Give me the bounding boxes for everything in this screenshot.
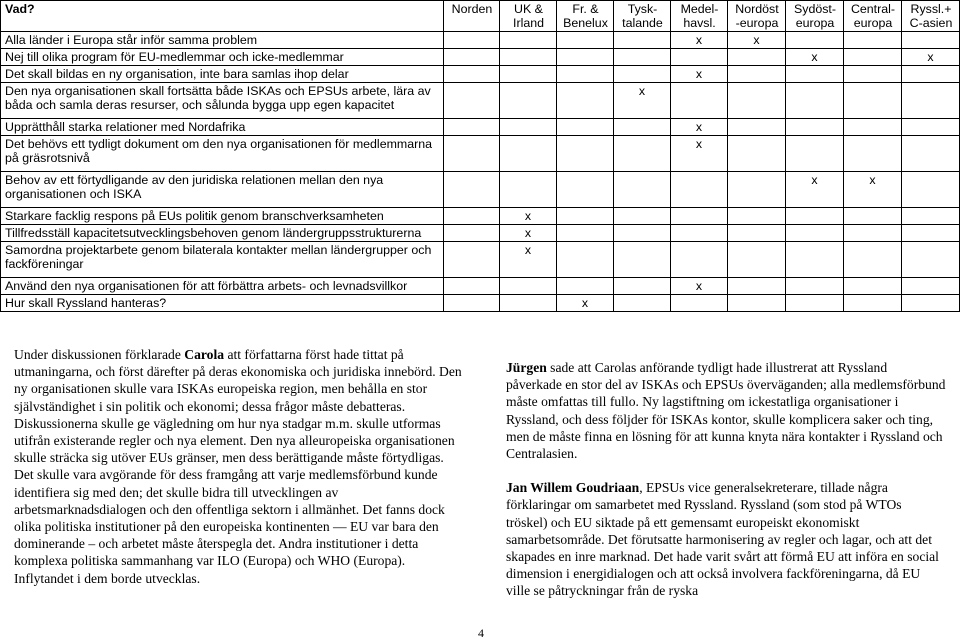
mark-cell xyxy=(557,83,614,119)
mark-cell xyxy=(902,172,960,208)
jurgen-paragraph xyxy=(506,359,946,462)
mark-cell xyxy=(557,278,614,295)
mark-cell xyxy=(844,242,902,278)
mark-cell: x xyxy=(557,295,614,312)
mark-cell xyxy=(614,136,671,172)
mark-cell xyxy=(786,208,844,225)
header-uk-irland: UK & Irland xyxy=(500,1,557,32)
mark-cell xyxy=(500,66,557,83)
goudriaan-paragraph xyxy=(506,479,946,599)
mark-cell: x xyxy=(500,242,557,278)
mark-cell xyxy=(844,119,902,136)
mark-cell xyxy=(444,66,500,83)
right-text-column xyxy=(506,359,946,617)
header-medelhavsl: Medel-havsl. xyxy=(671,1,728,32)
mark-cell xyxy=(444,208,500,225)
mark-cell xyxy=(444,49,500,66)
table-row xyxy=(1,66,960,83)
mark-cell xyxy=(500,172,557,208)
mark-cell xyxy=(902,119,960,136)
mark-cell xyxy=(728,172,786,208)
table-row xyxy=(1,49,960,66)
mark-cell xyxy=(444,172,500,208)
mark-cell: x xyxy=(671,66,728,83)
mark-cell xyxy=(844,136,902,172)
mark-cell xyxy=(786,225,844,242)
mark-cell xyxy=(786,295,844,312)
mark-cell xyxy=(614,278,671,295)
mark-cell: x xyxy=(728,32,786,49)
mark-cell xyxy=(671,172,728,208)
mark-cell xyxy=(728,208,786,225)
mark-cell xyxy=(728,66,786,83)
header-tysktalande: Tysk-talande xyxy=(614,1,671,32)
table-row xyxy=(1,119,960,136)
statement-cell: Behov av ett förtydligande av den juridiska relationen mellan den nya organisationen och ISKA xyxy=(1,172,444,208)
mark-cell xyxy=(557,208,614,225)
statement-cell: Den nya organisationen skall fortsätta både ISKAs och EPSUs arbete, lära av båda och samla deras resurser, och sålunda bygga upp egen kapacitet xyxy=(1,83,444,119)
paragraph-body-text: sade att Carolas anförande tydligt hade illustrerat att Ryssland påverkade en stor del av ISKAs och EPSUs överväganden; alla medlemsförbund måste omfattas till fullo. Ny lagstiftning om ickestatliga organisationer i Ryssland, och dess följder för ISKAs kontor, skulle komplicera saker och ting, men de måste finna en lösning för att kunna knyta nära kontakter i Ryssland och Centralasien. xyxy=(506,360,946,462)
mark-cell xyxy=(500,136,557,172)
mark-cell xyxy=(786,242,844,278)
mark-cell xyxy=(500,32,557,49)
mark-cell xyxy=(728,242,786,278)
mark-cell xyxy=(902,83,960,119)
table-row xyxy=(1,295,960,312)
mark-cell xyxy=(786,32,844,49)
mark-cell xyxy=(844,49,902,66)
table-row xyxy=(1,242,960,278)
mark-cell xyxy=(557,242,614,278)
mark-cell: x xyxy=(786,49,844,66)
table-row xyxy=(1,172,960,208)
mark-cell xyxy=(902,208,960,225)
mark-cell xyxy=(444,225,500,242)
statement-cell: Det skall bildas en ny organisation, inte bara samlas ihop delar xyxy=(1,66,444,83)
table-row xyxy=(1,225,960,242)
table-row xyxy=(1,278,960,295)
mark-cell: x xyxy=(902,49,960,66)
paragraph-lead-text: Under diskussionen förklarade xyxy=(14,347,185,362)
statement-cell: Nej till olika program för EU-medlemmar och icke-medlemmar xyxy=(1,49,444,66)
table-row xyxy=(1,136,960,172)
mark-cell xyxy=(844,32,902,49)
table-header-row xyxy=(1,1,960,32)
paragraph-body-text: att författarna först hade tittat på utmaningarna, och först därefter på deras ekonomiska och juridiska innebörd. Den ny organisationen skulle vara ISKAs europeiska region, men behålla en stor självständighet i sin politik och ekonomi; dessa frågor måste debatteras. Diskussionerna skulle ge vägledning om hur nya stadgar m.m. skulle utformas utifrån existerande regler och nya element. Den nya alleuropeiska organisationen skulle sträcka sig utöver EUs gränser, men dess berättigande måste förtydligas. Det skulle vara avgörande för dess framgång att varje medlemsförbund kunde identifiera sig med den; det skulle bidra till utvecklingen av arbetsmarknadsdialogen och den offentliga sektorn i allmänhet. Det fanns dock olika politiska institutioner på den europeiska kontinenten — EU var bara den dominerande – och arbetet måste återspegla det. Andra institutioner i detta komplexa politiska sammanhang var ILO (Europa) och WHO (Europa). Inflytandet i dem borde utvecklas. xyxy=(14,347,462,586)
mark-cell xyxy=(671,295,728,312)
speaker-name-carola: Carola xyxy=(184,347,225,362)
mark-cell xyxy=(786,119,844,136)
header-fr-benelux: Fr. & Benelux xyxy=(557,1,614,32)
header-nordosteuropa: Nordöst -europa xyxy=(728,1,786,32)
mark-cell xyxy=(614,295,671,312)
mark-cell xyxy=(500,295,557,312)
mark-cell xyxy=(614,242,671,278)
statement-cell: Det behövs ett tydligt dokument om den nya organisationen för medlemmarna på gräsrotsnivå xyxy=(1,136,444,172)
header-ryssland-casien: Ryssl.+ C-asien xyxy=(902,1,960,32)
mark-cell xyxy=(444,83,500,119)
mark-cell xyxy=(902,278,960,295)
mark-cell xyxy=(557,119,614,136)
mark-cell xyxy=(786,136,844,172)
mark-cell xyxy=(728,49,786,66)
mark-cell xyxy=(557,172,614,208)
mark-cell xyxy=(728,136,786,172)
mark-cell xyxy=(728,83,786,119)
mark-cell xyxy=(557,32,614,49)
mark-cell xyxy=(500,119,557,136)
mark-cell xyxy=(671,242,728,278)
mark-cell xyxy=(557,136,614,172)
statement-cell: Upprätthåll starka relationer med Nordafrika xyxy=(1,119,444,136)
mark-cell xyxy=(844,225,902,242)
mark-cell xyxy=(444,278,500,295)
table-row xyxy=(1,208,960,225)
mark-cell xyxy=(671,83,728,119)
mark-cell: x xyxy=(500,225,557,242)
mark-cell xyxy=(728,278,786,295)
statement-cell: Tillfredsställ kapacitetsutvecklingsbehoven genom ländergruppsstrukturerna xyxy=(1,225,444,242)
mark-cell xyxy=(786,66,844,83)
table-row xyxy=(1,32,960,49)
mark-cell: x xyxy=(671,136,728,172)
statement-cell: Använd den nya organisationen för att förbättra arbets- och levnadsvillkor xyxy=(1,278,444,295)
mark-cell xyxy=(902,225,960,242)
mark-cell xyxy=(500,83,557,119)
mark-cell xyxy=(844,208,902,225)
mark-cell xyxy=(728,225,786,242)
mark-cell: x xyxy=(500,208,557,225)
mark-cell xyxy=(786,83,844,119)
mark-cell xyxy=(500,49,557,66)
table-row xyxy=(1,83,960,119)
statement-cell: Starkare facklig respons på EUs politik genom branschverksamheten xyxy=(1,208,444,225)
mark-cell: x xyxy=(671,32,728,49)
mark-cell xyxy=(671,49,728,66)
mark-cell xyxy=(444,295,500,312)
header-what: Vad? xyxy=(1,1,444,32)
speaker-name-goudriaan: Jan Willem Goudriaan xyxy=(506,480,640,496)
mark-cell xyxy=(902,32,960,49)
paragraph-body-text: , EPSUs vice generalsekreterare, tillade några förklaringar om samarbetet med Ryssland. Ryssland (som stod på WTOs tröskel) och EU siktade på ett gemensamt europeiskt ekonomiskt samarbetsområde. Det förutsatte harmonisering av regler och lagar, och att det skapades en inre marknad. Det hade varit svårt att förmå EU att införa en social dimension i energidialogen och att också involvera fackföreningarna, då EU ville se påtryckningar från de ryska xyxy=(506,480,939,599)
mark-cell xyxy=(902,295,960,312)
carola-paragraph xyxy=(14,346,462,587)
mark-cell xyxy=(557,225,614,242)
mark-cell xyxy=(614,208,671,225)
header-norden: Norden xyxy=(444,1,500,32)
mark-cell xyxy=(671,208,728,225)
mark-cell xyxy=(557,49,614,66)
statement-cell: Samordna projektarbete genom bilaterala kontakter mellan ländergrupper och fackföreningar xyxy=(1,242,444,278)
mark-cell xyxy=(786,278,844,295)
mark-cell: x xyxy=(614,83,671,119)
mark-cell xyxy=(614,172,671,208)
mark-cell xyxy=(500,278,557,295)
mark-cell xyxy=(728,295,786,312)
mark-cell xyxy=(614,49,671,66)
mark-cell xyxy=(614,225,671,242)
mark-cell xyxy=(671,225,728,242)
mark-cell xyxy=(902,242,960,278)
statement-cell: Hur skall Ryssland hanteras? xyxy=(1,295,444,312)
regions-table xyxy=(0,0,960,312)
mark-cell: x xyxy=(786,172,844,208)
speaker-name-jurgen: Jürgen xyxy=(506,360,547,375)
header-sydosteuropa: Sydöst-europa xyxy=(786,1,844,32)
mark-cell xyxy=(444,32,500,49)
mark-cell xyxy=(844,278,902,295)
mark-cell xyxy=(444,242,500,278)
mark-cell xyxy=(444,136,500,172)
mark-cell: x xyxy=(671,119,728,136)
mark-cell xyxy=(614,119,671,136)
mark-cell: x xyxy=(844,172,902,208)
mark-cell xyxy=(444,119,500,136)
left-text-column xyxy=(14,346,462,604)
mark-cell xyxy=(902,66,960,83)
mark-cell xyxy=(557,66,614,83)
mark-cell xyxy=(844,83,902,119)
mark-cell xyxy=(902,136,960,172)
mark-cell xyxy=(614,32,671,49)
mark-cell xyxy=(614,66,671,83)
page-number: 4 xyxy=(478,626,484,640)
mark-cell xyxy=(844,66,902,83)
mark-cell xyxy=(728,119,786,136)
mark-cell: x xyxy=(671,278,728,295)
mark-cell xyxy=(844,295,902,312)
header-centraleuropa: Central-europa xyxy=(844,1,902,32)
statement-cell: Alla länder i Europa står inför samma problem xyxy=(1,32,444,49)
